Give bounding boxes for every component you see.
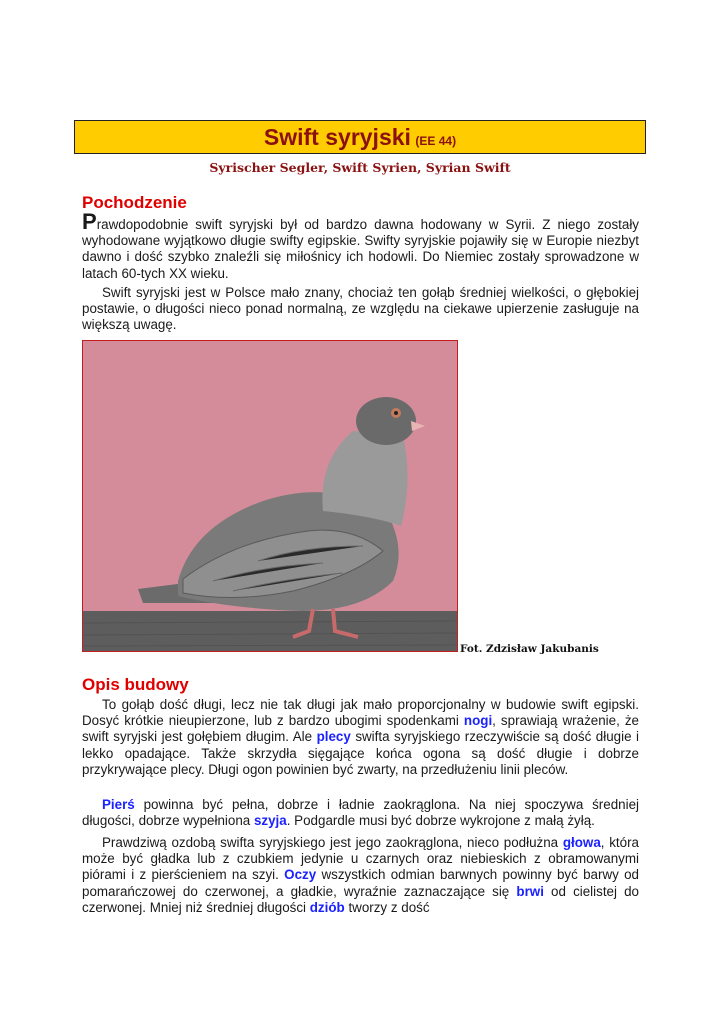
build-p3-text-e: tworzy z dość [344,899,430,915]
section-heading-build: Opis budowy [82,675,189,694]
build-paragraph-2 [82,797,639,829]
build-p3-text-b: , która może być gładka lub z czubkiem jedynie u czarnych oraz niebieskich z obramowanymi piórami i z pierścieniem na szyi. [82,835,639,883]
build-p2-text-a: powinna być pełna, dobrze i ładnie zaokrąglona. Na niej spoczywa średniej długości, dobrze wypełniona [82,797,639,829]
title-banner [74,120,646,154]
build-p1-text-b: , sprawiają wrażenie, że swift syryjski jest gołębiem długim. Ale [82,713,639,745]
keyword-brows: brwi [516,883,544,899]
keyword-chest: Pierś [102,797,135,812]
drop-cap: P [82,209,97,234]
keyword-beak: dziób [309,899,345,915]
build-p1-text-a: To gołąb dość długi, lecz nie tak długi jak mało proporcjonalny w budowie swift egipski. Dosyć krótkie nieupierzone, lub z bardzo ubogimi spodenkami [82,697,639,729]
build-p3-text-d: od cielistej do czerwonej. Mniej niż średniej długości [82,883,639,915]
breed-code: (EE 44) [415,134,457,148]
origin-paragraph-1 [82,209,639,282]
pigeon-illustration [83,341,458,652]
build-paragraph-3 [82,835,639,916]
page-title: Swift syryjski [263,124,411,150]
keyword-eyes: Oczy [284,867,317,883]
keyword-neck: szyja [253,813,287,829]
pigeon-photo [82,340,458,652]
section-heading-origin: Pochodzenie [82,193,187,212]
origin-paragraph-1-text: rawdopodobnie swift syryjski był od bardzo dawna hodowany w Syrii. Z niego zostały wyhodowane wyjątkowo długie swifty egipskie. Swifty syryjskie pojawiły się w Europie niezbyt dawno i dość szybko znaleźli się miłośnicy ich hodowli. Do Niemiec zostały sprowadzone w latach 60-tych XX wieku. [82,217,639,281]
build-p1-text-c: swifta syryjskiego rzeczywiście są dość długie i lekko opadające. Także skrzydła sięgające końca ogona są dość długie i dobrze przykrywające plecy. Długi ogon powinien być zwarty, na przedłużeniu linii pleców. [82,729,639,777]
build-p3-text-a: Prawdziwą ozdobą swifta syryjskiego jest jego zaokrąglona, nieco podłużna [102,835,563,850]
build-p2-text-b: . Podgardle musi być dobrze wykrojone z małą żyłą. [286,813,595,829]
alternate-names: Syrischer Segler, Swift Syrien, Syrian Swift [209,160,511,175]
keyword-head: głowa [562,835,601,850]
keyword-back: plecy [316,729,351,745]
keyword-legs: nogi [463,713,493,729]
photo-caption: Fot. Zdzisław Jakubanis [460,643,599,655]
build-p3-text-c: wszystkich odmian barwnych powinny być barwy od pomarańczowej do czerwonej, a gładkie, wyraźnie zaznaczające się [82,867,639,899]
build-paragraph-1 [82,697,639,778]
origin-paragraph-2: Swift syryjski jest w Polsce mało znany, chociaż ten gołąb średniej wielkości, o głębokiej postawie, o długości nieco ponad normalną, ze względu na ciekawe upierzenie zasługuje na większą uwagę. [82,285,639,333]
